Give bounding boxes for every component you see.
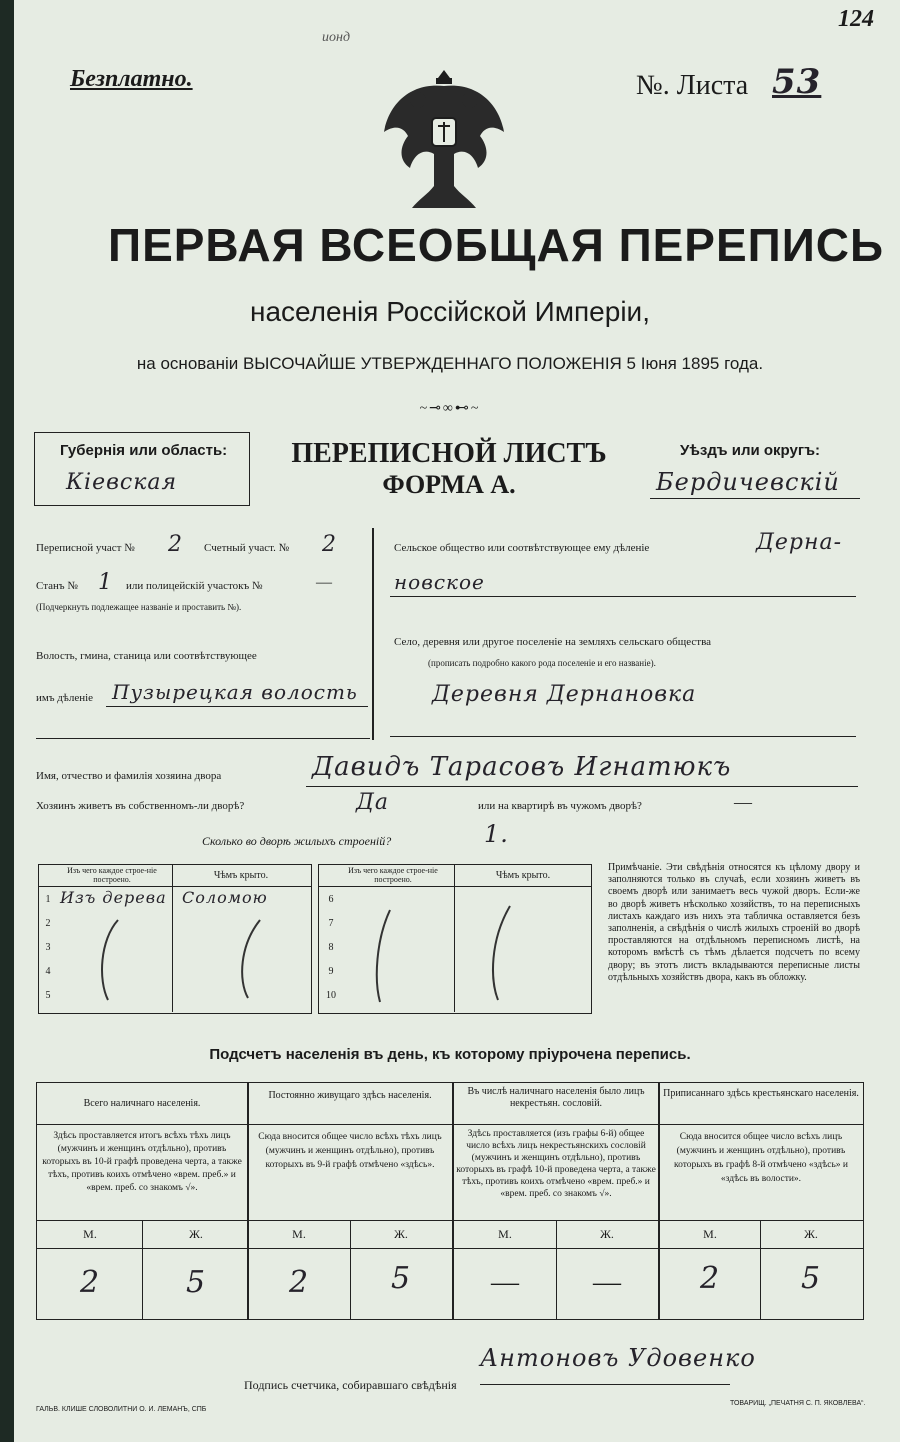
bt-left-roof-head: Чѣмъ крыто. (213, 870, 269, 881)
bt-left-row-4: 4 (45, 966, 51, 977)
st-m-label-4: М. (703, 1227, 717, 1241)
signature-underline (480, 1384, 730, 1385)
scan-edge (0, 0, 14, 1442)
selo-label: Село, деревня или другое поселеніе на земляхъ сельскаго общества (394, 636, 712, 648)
bt-left-header-rule (38, 886, 311, 887)
st-col-3 (658, 1082, 660, 1320)
corner-number: 124 (838, 6, 874, 32)
basis-line: на основаніи ВЫСОЧАЙШЕ УТВЕРЖДЕННАГО ПОЛОЖЕНІЯ 5 Іюня 1895 года. (136, 354, 764, 373)
st-m-label-2: М. (292, 1227, 306, 1241)
society-value-2: новское (394, 570, 485, 594)
society-value-1: Дерна- (756, 530, 843, 555)
own-yard-label: Хозяинъ живетъ въ собственномъ-ли дворѣ? (36, 800, 245, 812)
st-col2-body: Сюда вносится общее число всѣхъ тѣхъ лицъ (мужчинъ и женщинъ отдѣльно), противъ которыхъ въ 9-й графѣ отмѣчено «здѣсь». (258, 1132, 442, 1170)
st-col-1 (247, 1082, 249, 1320)
owner-name-underline (306, 786, 858, 787)
ornament-divider: ~⊸∞⊷~ (419, 401, 481, 416)
bt-left-ditto-marks (60, 910, 310, 1010)
st-f-label-2: Ж. (394, 1227, 408, 1241)
owner-name-value: Давидъ Тарасовъ Игнатюкъ (312, 752, 732, 782)
bt-left-row-5: 5 (45, 990, 51, 1001)
st-body-rule (36, 1220, 864, 1221)
bt-row1-roof: Соломою (182, 888, 268, 907)
selo-underline (390, 736, 856, 737)
signature-value: Антоновъ Удовенко (480, 1344, 756, 1372)
bt-left-row-3: 3 (45, 942, 51, 953)
footer-left: ГАЛЬВ. КЛИШЕ СЛОВОЛИТНИ О. И. ЛЕМАНЪ, СПБ (36, 1406, 207, 1413)
bt-right-row-10: 10 (326, 990, 336, 1001)
sheet-number-value: 53 (772, 62, 822, 102)
underline-note: (Подчеркнуть подлежащее названіе и проставить №). (36, 602, 242, 612)
st-nonpeasant-f: — (593, 1267, 621, 1298)
footer-right: ТОВАРИЩ. „ПЕЧАТНЯ С. П. ЯКОВЛЕВА“. (730, 1400, 866, 1407)
bt-row1-material: Изъ дерева (60, 888, 167, 907)
bt-right-row-7: 7 (328, 918, 334, 929)
st-col4-body: Сюда вносится общее число всѣхъ лицъ (мужчинъ и женщинъ отдѣльно), противъ которыхъ въ графѣ 8-й отмѣчено «здѣсь» и «здѣсь въ волости». (673, 1132, 849, 1184)
st-mf-rule (36, 1248, 864, 1249)
st-col1-body: Здѣсь проставляется итогъ всѣхъ тѣхъ лицъ (мужчинъ и женщинъ отдѣльно), противъ которыхъ въ 10-й графѣ проведена черта, а также тѣхъ, противъ коихъ отмѣчено «врем. преб.» и «врем. преб. со знакомъ √». (42, 1131, 242, 1193)
column-divider (372, 528, 374, 740)
own-yard-value: Да (356, 790, 390, 815)
gubernia-label: Губернія или область: (60, 442, 228, 459)
signature-label: Подпись счетчика, собиравшаго свѣдѣнія (244, 1378, 457, 1392)
form-title: ПЕРЕПИСНОЙ ЛИСТЪ (291, 438, 607, 469)
st-col4-head: Приписаннаго здѣсь крестьянскаго населенія. (663, 1088, 859, 1099)
sheet-number-label: №. Листа (636, 70, 749, 101)
st-peasant-f: 5 (800, 1261, 822, 1296)
police-label: или полицейскій участокъ № (126, 580, 263, 592)
note-text: Примѣчаніе. Эти свѣдѣнія относятся къ цѣлому двору и заполняются только въ случаѣ, если хозяинъ живетъ въ своемъ дворѣ или занимаетъ весь чужой дворъ. Если-же во дворѣ живетъ нѣсколько хозяйствъ, то на переписныхъ листахъ каждаго изъ нихъ эта табличка оставляется безъ заполненія, а свѣдѣнія о числѣ жилыхъ строеній во дворѣ проставляются на отдѣльномъ переписномъ листѣ, на которомъ вмѣстѣ съ тѣмъ дѣлается подсчетъ по всему двору; въ этотъ листъ вкладываются переписные листы отдѣльныхъ хозяйствъ двора, какъ въ обложку. (608, 862, 860, 983)
form-subtitle: ФОРМА А. (382, 470, 516, 499)
bt-right-row-6: 6 (328, 894, 334, 905)
st-m-label-1: М. (83, 1227, 97, 1241)
st-col3-head: Въ числѣ наличнаго населенія было лицъ некрестьян. сословій. (467, 1086, 645, 1109)
uezd-underline (650, 498, 860, 499)
bt-right-row-8: 8 (328, 942, 334, 953)
st-col3-body: Здѣсь проставляется (изъ графы 6-й) общее число всѣхъ лицъ некрестьянскихъ сословій (мужчинъ и женщинъ отдѣльно), противъ которыхъ въ графѣ 10-й проведена черта, а также тѣхъ, противъ коихъ отмѣчено «врем. преб.» и «врем. преб. со знакомъ √». (456, 1129, 656, 1199)
uchastok-value: 2 (168, 532, 183, 557)
st-m-label-3: М. (498, 1227, 512, 1241)
st-f-label-4: Ж. (804, 1227, 818, 1241)
volost-label-1: Волость, гмина, станица или соотвѣтствующее (36, 650, 257, 662)
st-f-label-3: Ж. (600, 1227, 614, 1241)
st-head-rule (36, 1124, 864, 1125)
main-title: ПЕРВАЯ ВСЕОБЩАЯ ПЕРЕПИСЬ (108, 219, 885, 271)
buildings-value: 1. (484, 820, 509, 848)
rent-label: или на квартирѣ въ чужомъ дворѣ? (478, 800, 642, 812)
society-label: Сельское общество или соотвѣтствующее ему дѣленіе (394, 542, 650, 554)
top-scribble: ионд (322, 30, 351, 45)
bt-right-roof-head: Чѣмъ крыто. (495, 870, 551, 881)
volost-label-2: имъ дѣленіе (36, 692, 94, 704)
st-col1-head: Всего наличнаго населенія. (83, 1098, 201, 1109)
rent-value: — (734, 792, 752, 812)
volost-value: Пузырецкая волость (112, 680, 358, 704)
st-total-f: 5 (185, 1265, 207, 1300)
bt-left-row-2: 2 (45, 918, 51, 929)
summary-title: Подсчетъ населенія въ день, къ которому пріурочена перепись. (209, 1046, 691, 1063)
st-mf-col-4 (760, 1220, 761, 1320)
bt-left-material-head: Изъ чего каждое строе-ніе построено. (67, 866, 157, 884)
schet-value: 2 (322, 532, 337, 557)
left-bottom-rule (36, 738, 370, 739)
stan-label: Станъ № (36, 580, 78, 592)
stan-value: 1 (98, 570, 113, 595)
st-mf-col-3 (556, 1220, 557, 1320)
st-mf-col-1 (142, 1220, 143, 1320)
free-label: Безплатно. (70, 66, 193, 92)
uezd-value: Бердичевскій (656, 468, 840, 496)
st-mf-col-2 (350, 1220, 351, 1320)
st-permanent-m: 2 (288, 1265, 310, 1300)
uezd-label: Уѣздъ или округъ: (680, 442, 821, 459)
bt-right-ditto-marks (340, 890, 590, 1010)
society-underline (390, 596, 856, 597)
owner-name-label: Имя, отчество и фамилія хозяина двора (36, 770, 222, 782)
st-f-label-1: Ж. (189, 1227, 203, 1241)
st-col2-head: Постоянно живущаго здѣсь населенія. (268, 1090, 432, 1101)
volost-underline (106, 706, 368, 707)
st-permanent-f: 5 (390, 1261, 412, 1296)
selo-note: (прописать подробно какого рода поселеніе и его названіе). (428, 658, 656, 668)
bt-right-material-head: Изъ чего каждое строе-ніе построено. (348, 866, 438, 884)
double-headed-eagle-emblem (378, 62, 510, 212)
st-peasant-m: 2 (699, 1261, 721, 1296)
police-value: — (316, 574, 332, 591)
st-col-2 (452, 1082, 454, 1320)
st-total-m: 2 (79, 1265, 101, 1300)
gubernia-value: Кіевская (66, 470, 178, 495)
st-nonpeasant-m: — (491, 1267, 519, 1298)
buildings-label: Сколько во дворѣ жилыхъ строеній? (202, 834, 392, 848)
selo-value: Деревня Дернановка (432, 682, 697, 707)
uchastok-label: Переписной участ № (36, 542, 135, 554)
schet-label: Счетный участ. № (204, 542, 290, 554)
bt-right-row-9: 9 (328, 966, 334, 977)
subtitle: населенія Россійской Имперіи, (250, 296, 650, 327)
bt-left-row-1: 1 (45, 894, 51, 905)
